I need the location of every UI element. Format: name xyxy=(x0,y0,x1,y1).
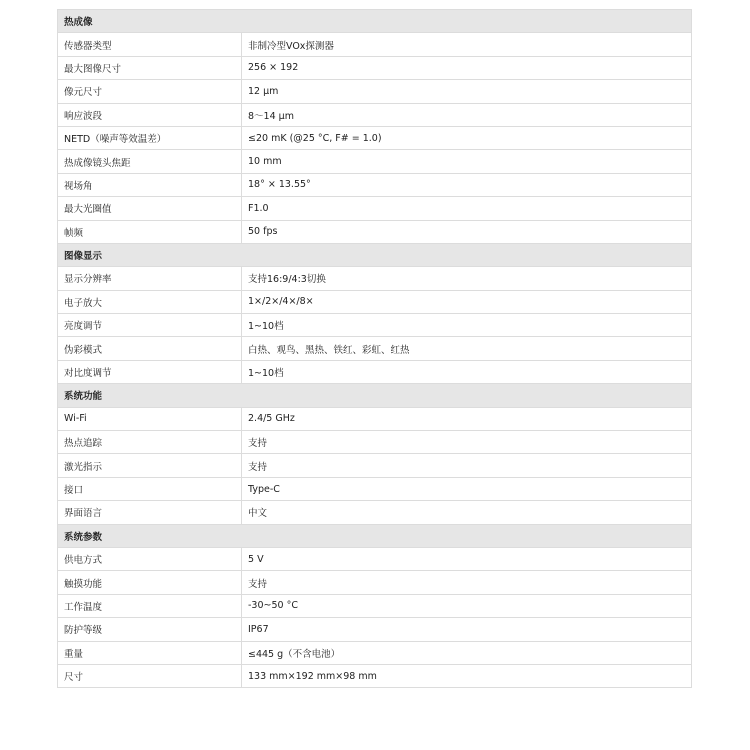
spec-value: 256 × 192 xyxy=(242,56,692,79)
spec-value: 12 μm xyxy=(242,80,692,103)
spec-value: -30~50 °C xyxy=(242,594,692,617)
spec-value: 1~10档 xyxy=(242,360,692,383)
spec-label: 最大图像尺寸 xyxy=(58,56,242,79)
spec-value: 支持 xyxy=(242,571,692,594)
spec-value: 支持16:9/4:3切换 xyxy=(242,267,692,290)
section-header-row xyxy=(58,243,692,266)
spec-value: ≤445 g（不含电池） xyxy=(242,641,692,664)
section-header-row xyxy=(58,384,692,407)
spec-label: 对比度调节 xyxy=(58,360,242,383)
section-title: 系统功能 xyxy=(58,384,692,407)
spec-row xyxy=(58,197,692,220)
spec-value: 2.4/5 GHz xyxy=(242,407,692,430)
spec-label: 亮度调节 xyxy=(58,314,242,337)
spec-label: 视场角 xyxy=(58,173,242,196)
section-header-row xyxy=(58,10,692,33)
spec-row xyxy=(58,150,692,173)
spec-label: 工作温度 xyxy=(58,594,242,617)
spec-row xyxy=(58,571,692,594)
spec-row xyxy=(58,547,692,570)
spec-label: 响应波段 xyxy=(58,103,242,126)
spec-value: IP67 xyxy=(242,618,692,641)
spec-value: 中文 xyxy=(242,501,692,524)
spec-label: 传感器类型 xyxy=(58,33,242,56)
spec-value: 50 fps xyxy=(242,220,692,243)
spec-row xyxy=(58,641,692,664)
spec-row xyxy=(58,594,692,617)
spec-row xyxy=(58,56,692,79)
spec-row xyxy=(58,501,692,524)
spec-label: 界面语言 xyxy=(58,501,242,524)
spec-row xyxy=(58,454,692,477)
spec-row xyxy=(58,80,692,103)
spec-label: 热成像镜头焦距 xyxy=(58,150,242,173)
spec-row xyxy=(58,360,692,383)
spec-label: 防护等级 xyxy=(58,618,242,641)
spec-value: 18° × 13.55° xyxy=(242,173,692,196)
spec-label: 像元尺寸 xyxy=(58,80,242,103)
spec-label: 重量 xyxy=(58,641,242,664)
spec-label: 热点追踪 xyxy=(58,431,242,454)
spec-row xyxy=(58,267,692,290)
spec-row xyxy=(58,103,692,126)
spec-row xyxy=(58,173,692,196)
spec-value: 非制冷型VOx探测器 xyxy=(242,33,692,56)
spec-value: 133 mm×192 mm×98 mm xyxy=(242,664,692,687)
spec-row xyxy=(58,618,692,641)
spec-label: NETD（噪声等效温差） xyxy=(58,126,242,149)
spec-value: 支持 xyxy=(242,431,692,454)
spec-label: 激光指示 xyxy=(58,454,242,477)
spec-row xyxy=(58,664,692,687)
spec-table xyxy=(57,9,692,688)
section-title: 系统参数 xyxy=(58,524,692,547)
spec-table-body xyxy=(58,10,692,688)
spec-label: 触摸功能 xyxy=(58,571,242,594)
spec-row xyxy=(58,220,692,243)
spec-row xyxy=(58,431,692,454)
spec-value: 1×/2×/4×/8× xyxy=(242,290,692,313)
spec-value: 10 mm xyxy=(242,150,692,173)
spec-value: Type-C xyxy=(242,477,692,500)
spec-label: 接口 xyxy=(58,477,242,500)
spec-value: 白热、观鸟、黑热、铁红、彩虹、红热 xyxy=(242,337,692,360)
section-title: 图像显示 xyxy=(58,243,692,266)
spec-label: 显示分辨率 xyxy=(58,267,242,290)
spec-row xyxy=(58,126,692,149)
spec-value: ≤20 mK (@25 °C, F# = 1.0) xyxy=(242,126,692,149)
spec-row xyxy=(58,314,692,337)
spec-row xyxy=(58,477,692,500)
spec-label: 供电方式 xyxy=(58,547,242,570)
spec-value: F1.0 xyxy=(242,197,692,220)
spec-label: 帧频 xyxy=(58,220,242,243)
spec-row xyxy=(58,290,692,313)
spec-value: 1~10档 xyxy=(242,314,692,337)
spec-label: 尺寸 xyxy=(58,664,242,687)
section-header-row xyxy=(58,524,692,547)
spec-value: 8～14 μm xyxy=(242,103,692,126)
spec-label: 电子放大 xyxy=(58,290,242,313)
spec-row xyxy=(58,33,692,56)
spec-label: 最大光圈值 xyxy=(58,197,242,220)
spec-label: 伪彩模式 xyxy=(58,337,242,360)
spec-row xyxy=(58,407,692,430)
section-title: 热成像 xyxy=(58,10,692,33)
spec-value: 支持 xyxy=(242,454,692,477)
spec-row xyxy=(58,337,692,360)
spec-value: 5 V xyxy=(242,547,692,570)
spec-label: Wi-Fi xyxy=(58,407,242,430)
